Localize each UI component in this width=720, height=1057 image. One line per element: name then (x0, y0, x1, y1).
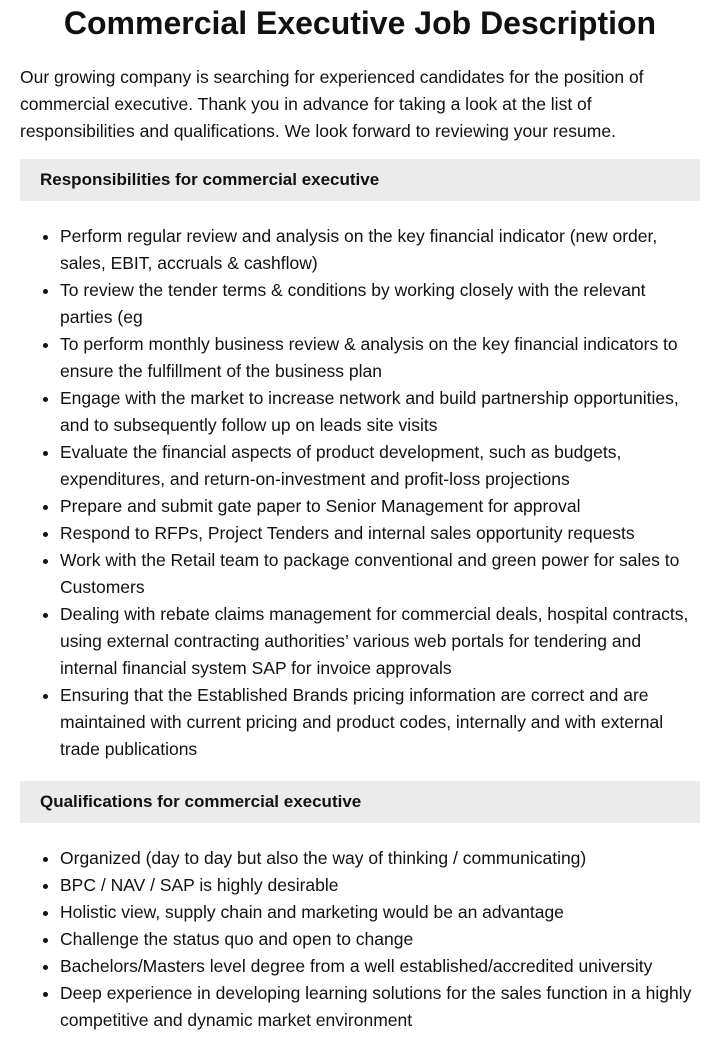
list-item: • BPC / NAV / SAP is highly desirable (60, 872, 700, 899)
qualifications-heading: Qualifications for commercial executive (20, 781, 700, 823)
list-item: • Bachelors/Masters level degree from a well established/accredited university (60, 953, 700, 980)
list-item: • Ensuring that the Established Brands pricing information are correct and are maintained with current pricing and product codes, internally and with external trade publications (60, 682, 700, 763)
list-item: • Engage with the market to increase network and build partnership opportunities, and to subsequently follow up on leads site visits (60, 385, 700, 439)
list-item: • Deep experience in developing learning solutions for the sales function in a highly competitive and dynamic market environment (60, 980, 700, 1034)
responsibilities-list (20, 223, 700, 763)
list-item: • Respond to RFPs, Project Tenders and internal sales opportunity requests (60, 520, 700, 547)
list-item: • Prepare and submit gate paper to Senior Management for approval (60, 493, 700, 520)
list-item: • Holistic view, supply chain and marketing would be an advantage (60, 899, 700, 926)
intro-text: Our growing company is searching for experienced candidates for the position of commercial executive. Thank you in advance for taking a look at the list of responsibilities and qualifications. We look forward to reviewing your resume. (20, 67, 644, 141)
list-item: • Challenge the status quo and open to change (60, 926, 700, 953)
list-item: • Evaluate the financial aspects of product development, such as budgets, expenditures, and return-on-investment and profit-loss projections (60, 439, 700, 493)
list-item: • To review the tender terms & conditions by working closely with the relevant parties (eg (60, 277, 700, 331)
list-item: • Dealing with rebate claims management for commercial deals, hospital contracts, using external contracting authorities’ various web portals for tendering and internal financial system SAP for invoice approvals (60, 601, 700, 682)
list-item: • Perform regular review and analysis on the key financial indicator (new order, sales, EBIT, accruals & cashflow) (60, 223, 700, 277)
page-title: Commercial Executive Job Description (63, 5, 657, 41)
list-item: • Organized (day to day but also the way of thinking / communicating) (60, 845, 700, 872)
list-item: • To perform monthly business review & analysis on the key financial indicators to ensure the fulfillment of the business plan (60, 331, 700, 385)
responsibilities-heading: Responsibilities for commercial executive (20, 159, 700, 201)
qualifications-list (20, 845, 700, 1034)
list-item: • Work with the Retail team to package conventional and green power for sales to Customers (60, 547, 700, 601)
